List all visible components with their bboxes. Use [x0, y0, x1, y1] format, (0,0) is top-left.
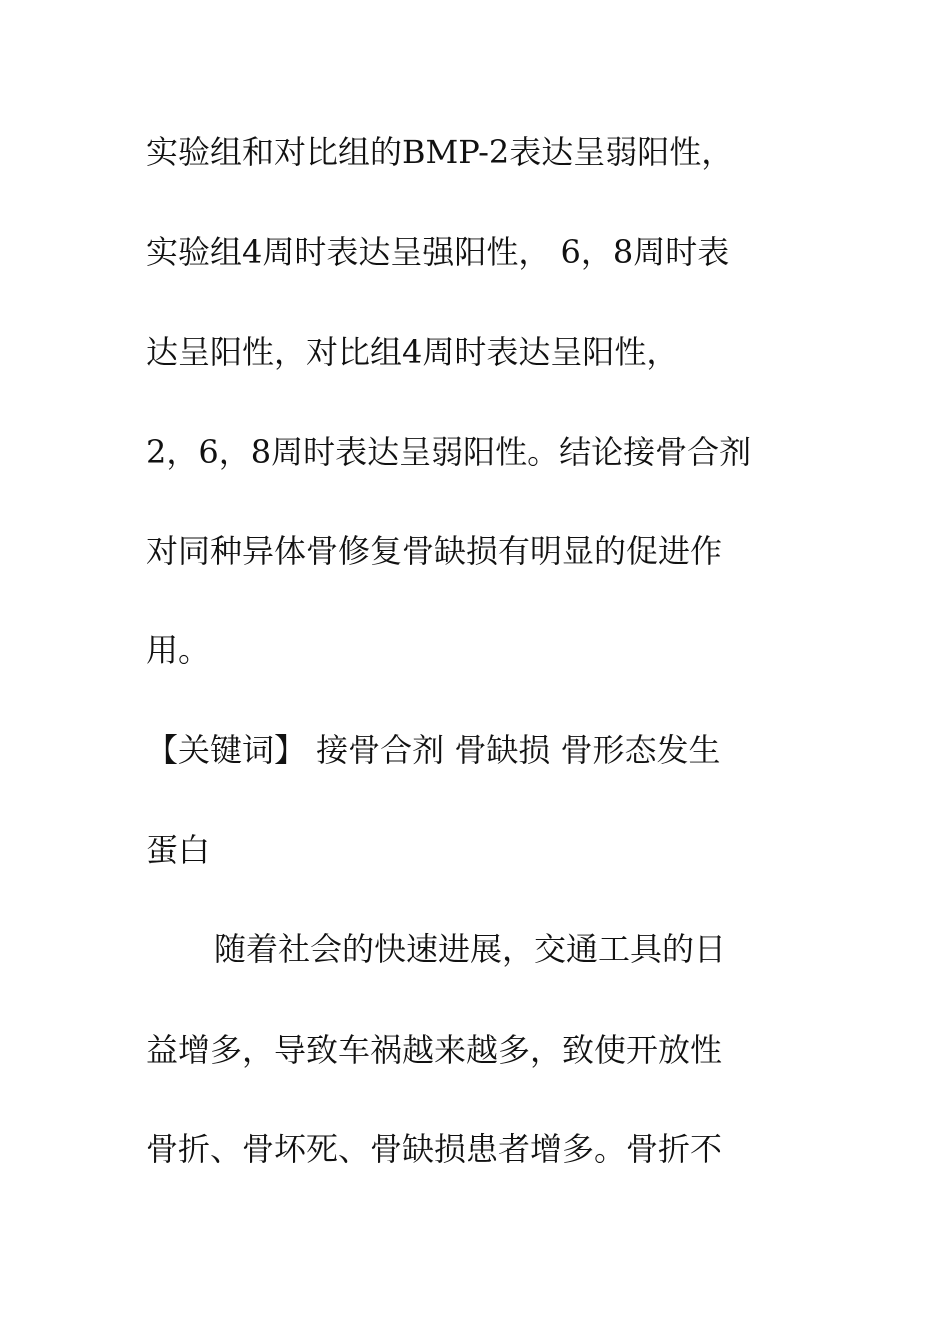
text-line-6: 用。	[146, 631, 211, 669]
keywords-line: 【关键词】 接骨合剂 骨缺损 骨形态发生	[146, 731, 721, 769]
text-line-4: 2，6，8周时表达呈弱阳性。结论接骨合剂	[146, 433, 752, 471]
text-line-5: 对同种异体骨修复骨缺损有明显的促进作	[146, 532, 723, 570]
text-line-11: 骨折、骨坏死、骨缺损患者增多。骨折不	[146, 1130, 723, 1168]
text-line-2: 实验组4周时表达呈强阳性， 6，8周时表	[146, 233, 730, 271]
text-line-10: 益增多，导致车祸越来越多，致使开放性	[146, 1031, 723, 1069]
text-line-3: 达呈阳性，对比组4周时表达呈阳性，	[146, 333, 679, 371]
paragraph-first-line: 随着社会的快速进展，交通工具的日	[214, 930, 727, 968]
keywords-continuation: 蛋白	[146, 831, 211, 869]
text-line-1: 实验组和对比组的BMP-2表达呈弱阳性，	[146, 133, 734, 171]
